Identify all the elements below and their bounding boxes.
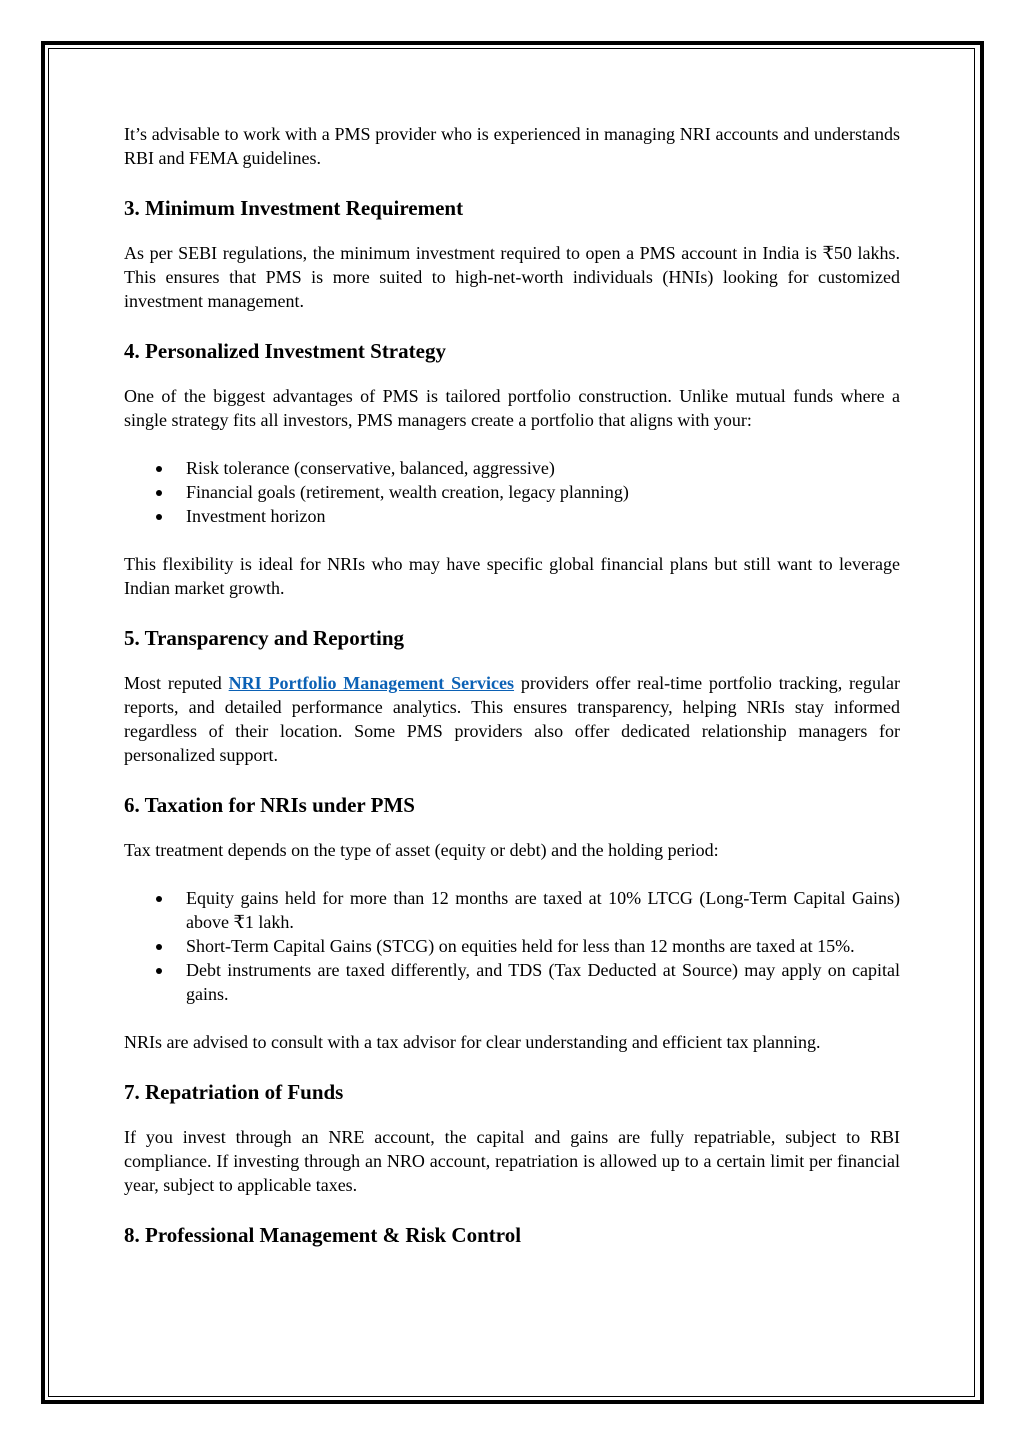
list-item: Short-Term Capital Gains (STCG) on equities held for less than 12 months are taxed at 15%. (124, 934, 900, 958)
list-item: Equity gains held for more than 12 months are taxed at 10% LTCG (Long-Term Capital Gains) above ₹1 lakh. (124, 886, 900, 934)
list-item: Risk tolerance (conservative, balanced, aggressive) (124, 456, 900, 480)
bullet-icon (156, 514, 162, 520)
personalized-strategy-paragraph: One of the biggest advantages of PMS is tailored portfolio construction. Unlike mutual funds where a single strategy fits all investors, PMS managers create a portfolio that aligns with your: (124, 386, 900, 430)
bullet-icon (156, 968, 162, 974)
taxation-list (124, 886, 900, 1006)
list-item: Debt instruments are taxed differently, and TDS (Tax Deducted at Source) may apply on capital gains. (124, 958, 900, 1006)
minimum-investment-paragraph: As per SEBI regulations, the minimum investment required to open a PMS account in India is ₹50 lakhs. This ensures that PMS is more suited to high-net-worth individuals (HNIs) looking for customized investment management. (124, 243, 900, 311)
bullet-icon (156, 896, 162, 902)
list-item: Investment horizon (124, 504, 900, 528)
heading-minimum-investment: 3. Minimum Investment Requirement (124, 196, 464, 220)
heading-professional-management: 8. Professional Management & Risk Control (124, 1223, 522, 1247)
flexibility-paragraph: This flexibility is ideal for NRIs who may have specific global financial plans but still want to leverage Indian market growth. (124, 554, 900, 598)
bullet-icon (156, 490, 162, 496)
document-content (124, 122, 900, 1248)
heading-personalized-strategy: 4. Personalized Investment Strategy (124, 339, 446, 363)
transparency-paragraph: Most reputed NRI Portfolio Management Services providers offer real-time portfolio tracking, regular reports, and detailed performance analytics. This ensures transparency, helping NRIs stay informed regardless of their location. Some PMS providers also offer dedicated relationship managers for personalized support. (124, 673, 901, 765)
taxation-paragraph: Tax treatment depends on the type of asset (equity or debt) and the holding period: (124, 840, 719, 860)
tax-advice-paragraph: NRIs are advised to consult with a tax advisor for clear understanding and efficient tax planning. (124, 1032, 821, 1052)
heading-transparency: 5. Transparency and Reporting (124, 626, 405, 650)
heading-taxation: 6. Taxation for NRIs under PMS (124, 793, 415, 817)
repatriation-paragraph: If you invest through an NRE account, the capital and gains are fully repatriable, subject to RBI compliance. If investing through an NRO account, repatriation is allowed up to a certain limit per financial year, subject to applicable taxes. (124, 1127, 900, 1195)
heading-repatriation: 7. Repatriation of Funds (124, 1080, 344, 1104)
nri-pms-link[interactable]: NRI Portfolio Management Services (228, 673, 515, 693)
bullet-icon (156, 944, 162, 950)
strategy-list (124, 456, 900, 528)
bullet-icon (156, 466, 162, 472)
intro-paragraph: It’s advisable to work with a PMS provider who is experienced in managing NRI accounts and understands RBI and FEMA guidelines. (124, 124, 900, 168)
list-item: Financial goals (retirement, wealth creation, legacy planning) (124, 480, 900, 504)
